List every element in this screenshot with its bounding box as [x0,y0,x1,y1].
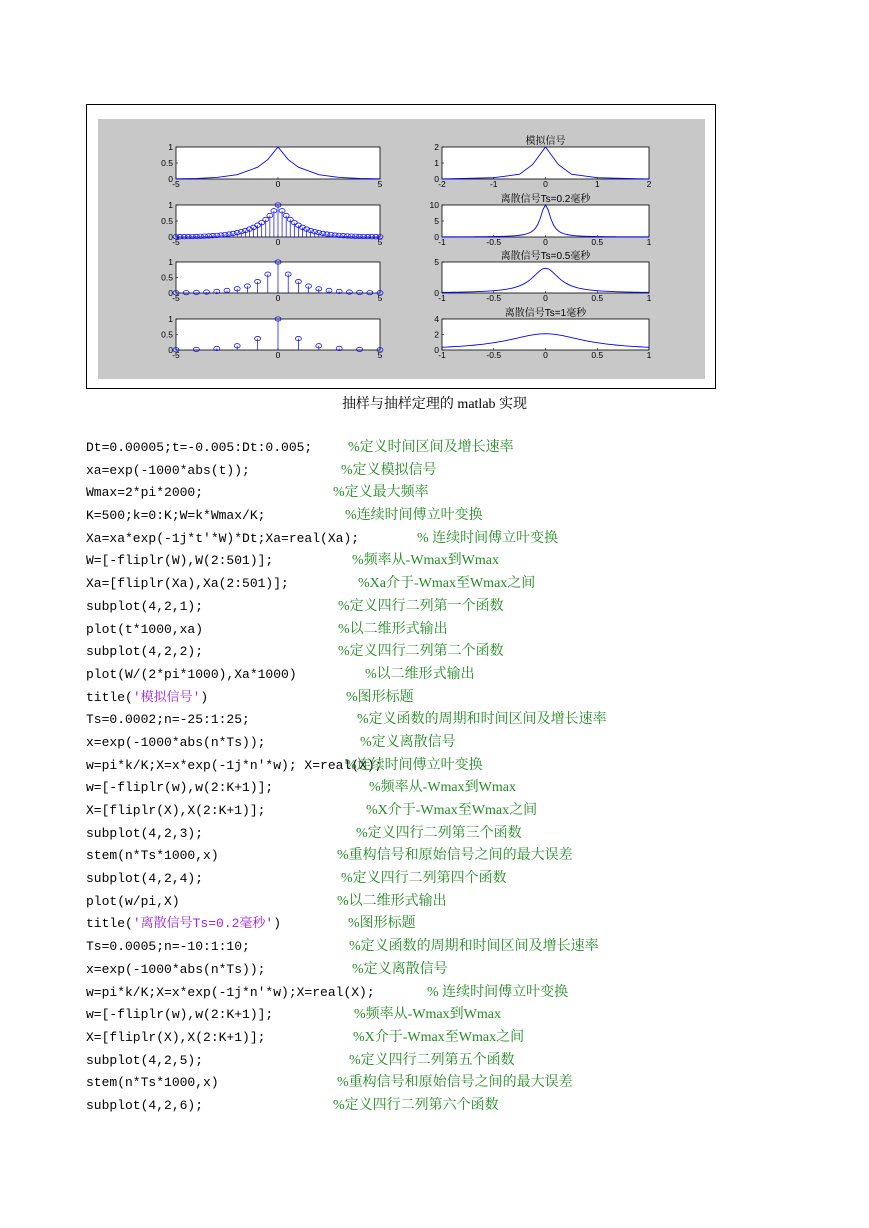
code-text: w=pi*k/K;X=x*exp(-1j*n'*w);X=real(X); [86,984,375,1000]
code-comment: %以二维形式输出 [337,893,447,909]
y-tick-label: 0 [168,288,173,298]
y-tick-label: 0 [434,288,439,298]
code-text: stem(n*Ts*1000,x) [86,848,219,864]
code-line [86,868,846,891]
code-text: X=[fliplr(X),X(2:K+1)]; [86,803,266,818]
code-comment: %X介于-Wmax至Wmax之间 [353,1029,525,1045]
y-tick-label: 0.5 [161,329,173,340]
code-text: W=[-fliplr(W),W(2:501)]; [86,553,274,569]
y-tick-label: 1 [168,257,173,267]
x-tick-label: 0 [275,237,281,247]
code-text: subplot(4,2,3); [86,825,204,841]
figure-caption: 抽样与抽样定理的 matlab 实现 [341,397,528,412]
code-comment: %定义四行二列第六个函数 [333,1097,499,1113]
code-comment: % 连续时间傅立叶变换 [427,984,569,1000]
x-tick-label: 1 [646,237,652,247]
code-text: x=exp(-1000*abs(n*Ts)); [86,961,266,977]
y-tick-label: 5 [434,216,439,226]
code-listing [86,437,846,1118]
x-tick-label: -5 [172,237,180,247]
y-tick-label: 4 [434,314,439,324]
x-tick-label: 0 [275,350,281,360]
code-comment: %图形标题 [346,689,414,705]
code-line [86,845,846,868]
x-tick-label: -2 [438,179,446,189]
x-tick-label: 1 [646,293,652,303]
y-tick-label: 1 [168,200,173,210]
code-text: K=500;k=0:K;W=k*Wmax/K; [86,508,266,524]
x-tick-label: 0 [543,179,548,189]
code-comment: %连续时间傅立叶变换 [345,508,483,524]
code-line [86,619,846,642]
x-tick-label: 5 [377,293,383,303]
code-comment: %定义四行二列第三个函数 [356,825,522,841]
code-comment: %定义四行二列第四个函数 [341,871,507,887]
x-tick-label: -5 [172,179,180,189]
x-tick-label: -0.5 [486,350,502,360]
y-tick-label: 0 [168,174,173,184]
code-line [86,1004,846,1027]
y-tick-label: 2 [434,142,439,152]
code-text: X=[fliplr(X),X(2:K+1)]; [86,1029,266,1045]
x-tick-label: -1 [438,237,446,247]
x-tick-label: 0.5 [591,293,604,303]
plot-axes [442,147,649,179]
x-tick-label: -5 [172,350,180,360]
code-comment: %定义时间区间及增长速率 [348,440,514,455]
x-tick-label: -1 [438,293,446,303]
code-line [86,891,846,914]
x-tick-label: 0 [543,237,548,247]
x-tick-label: 2 [646,179,652,189]
code-text: stem(n*Ts*1000,x) [86,1075,219,1091]
plot-title: 离散信号Ts=1毫秒 [504,308,587,319]
code-line [86,1072,846,1095]
code-text: plot(W/(2*pi*1000),Xa*1000) [86,666,297,682]
code-line [86,709,846,732]
x-tick-label: -1 [489,179,498,189]
code-comment: %定义四行二列第二个函数 [338,644,504,660]
code-comment: %定义模拟信号 [341,462,437,478]
code-line [86,528,846,551]
code-line [86,936,846,959]
code-comment: %重构信号和原始信号之间的最大误差 [337,848,573,864]
code-line [86,823,846,846]
code-comment: %定义函数的周期和时间区间及增长速率 [357,712,607,728]
code-line [86,687,846,710]
code-string: '模拟信号' [132,689,201,705]
code-line [86,641,846,664]
y-tick-label: 0.5 [161,216,173,226]
code-line [86,800,846,823]
code-string: '离散信号Ts=0.2毫秒' [132,916,274,932]
code-line [86,755,846,778]
plot-title: 离散信号Ts=0.5毫秒 [500,251,591,262]
code-line [86,1050,846,1073]
code-comment: %定义四行二列第一个函数 [338,598,504,614]
code-line [86,732,846,755]
code-comment: %定义离散信号 [352,961,448,977]
code-line [86,1095,846,1118]
code-comment: %以二维形式输出 [365,666,475,682]
code-comment: %频率从-Wmax到Wmax [354,1007,501,1023]
plot-title: 模拟信号 [525,136,566,147]
code-line [86,550,846,573]
y-tick-label: 0 [434,174,439,184]
y-tick-label: 10 [429,200,439,210]
code-text: subplot(4,2,1); [86,598,204,614]
code-comment: %定义最大频率 [333,485,429,501]
x-tick-label: 5 [377,237,383,247]
code-text: w=[-fliplr(w),w(2:K+1)]; [86,1007,274,1023]
matlab-figure [87,105,715,388]
code-comment: %Xa介于-Wmax至Wmax之间 [358,576,536,592]
y-tick-label: 1 [168,314,173,324]
code-text: Xa=xa*exp(-1j*t'*W)*Dt;Xa=real(Xa); [86,530,360,546]
code-text: title('离散信号Ts=0.2毫秒') [86,916,282,932]
code-text: subplot(4,2,6); [86,1097,204,1113]
code-text: Wmax=2*pi*2000; [86,485,204,501]
plot-axes [442,205,649,237]
code-text: Dt=0.00005;t=-0.005:Dt:0.005; [86,440,313,455]
x-tick-label: -0.5 [486,237,502,247]
code-line [86,437,846,460]
code-comment: %连续时间傅立叶变换 [345,757,483,773]
y-tick-label: 0.5 [161,158,173,168]
code-comment: %定义四行二列第五个函数 [349,1052,515,1068]
code-line [86,596,846,619]
code-text: w=pi*k/K;X=x*exp(-1j*n'*w); X=real(X); [86,757,383,773]
code-comment: %频率从-Wmax到Wmax [352,553,499,569]
code-line [86,482,846,505]
code-comment: %图形标题 [348,916,416,932]
code-line [86,959,846,982]
y-tick-label: 1 [168,142,173,152]
x-tick-label: 0 [275,179,281,189]
code-comment: %X介于-Wmax至Wmax之间 [366,803,538,818]
y-tick-label: 1 [434,158,439,168]
x-tick-label: 5 [377,350,383,360]
code-text: x=exp(-1000*abs(n*Ts)); [86,734,266,750]
code-comment: %定义离散信号 [360,734,456,750]
y-tick-label: 0.5 [161,272,173,283]
code-line [86,664,846,687]
y-tick-label: 0 [434,345,439,355]
code-line [86,777,846,800]
x-tick-label: 1 [594,179,600,189]
code-text: subplot(4,2,4); [86,871,204,887]
y-tick-label: 0 [434,232,439,242]
x-tick-label: 1 [646,350,652,360]
code-comment: %频率从-Wmax到Wmax [369,780,516,796]
code-text: Ts=0.0005;n=-10:1:10; [86,939,250,955]
code-text: xa=exp(-1000*abs(t)); [86,462,250,478]
x-tick-label: -0.5 [486,293,502,303]
code-line [86,460,846,483]
y-tick-label: 0 [168,345,173,355]
x-tick-label: -5 [172,293,180,303]
code-text: w=[-fliplr(w),w(2:K+1)]; [86,780,274,796]
plot-axes [176,147,380,179]
x-tick-label: 0 [543,293,548,303]
y-tick-label: 5 [434,257,439,267]
y-tick-label: 0 [168,232,173,242]
code-comment: %重构信号和原始信号之间的最大误差 [337,1075,573,1091]
x-tick-label: -1 [438,350,446,360]
code-text: Xa=[fliplr(Xa),Xa(2:501)]; [86,576,289,592]
code-text: subplot(4,2,5); [86,1052,204,1068]
y-tick-label: 2 [434,329,439,340]
code-comment: %以二维形式输出 [338,621,448,637]
x-tick-label: 5 [377,179,383,189]
x-tick-label: 0.5 [591,350,604,360]
plot-axes [442,262,649,293]
code-line [86,505,846,528]
code-text: title('模拟信号') [86,689,209,705]
code-text: plot(w/pi,X) [86,893,180,909]
code-text: Ts=0.0002;n=-25:1:25; [86,712,250,728]
code-comment: % 连续时间傅立叶变换 [417,530,559,546]
plot-title: 离散信号Ts=0.2毫秒 [500,194,591,205]
code-line [86,913,846,936]
code-text: subplot(4,2,2); [86,644,204,660]
code-comment: %定义函数的周期和时间区间及增长速率 [349,939,599,955]
x-tick-label: 0 [275,293,281,303]
code-line [86,982,846,1005]
code-line [86,573,846,596]
figure-frame [86,104,716,389]
code-line [86,1027,846,1050]
x-tick-label: 0.5 [591,237,604,247]
code-text: plot(t*1000,xa) [86,621,204,637]
x-tick-label: 0 [543,350,548,360]
